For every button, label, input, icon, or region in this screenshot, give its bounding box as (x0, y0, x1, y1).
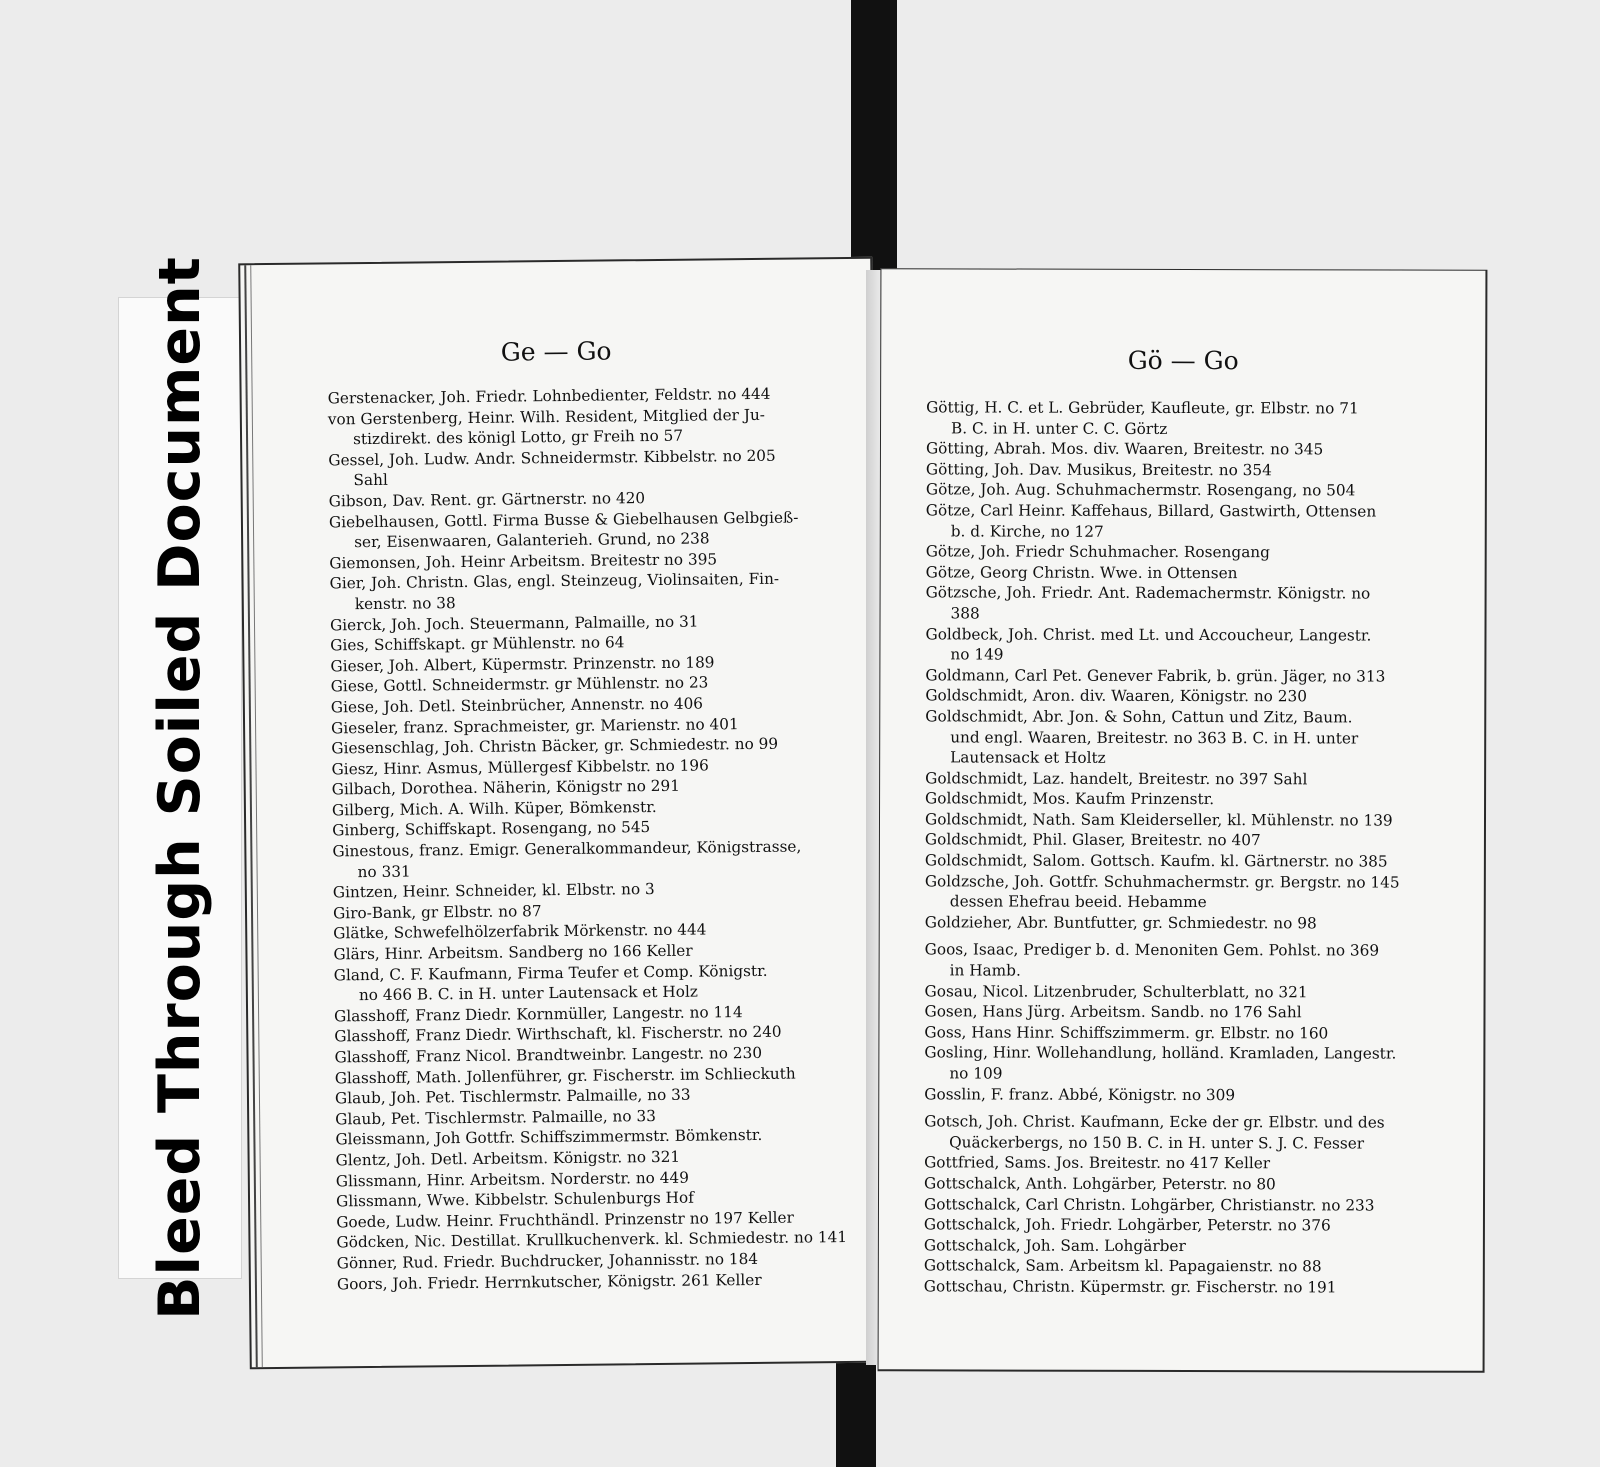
directory-entry: Goldschmidt, Salom. Gottsch. Kaufm. kl. Gärtnerstr. no 385 (924, 851, 1388, 871)
directory-entry: Gottschalck, Joh. Friedr. Lohgärber, Peterstr. no 376 (923, 1215, 1331, 1235)
directory-entry: Gottschalck, Joh. Sam. Lohgärber (923, 1236, 1186, 1255)
left-page (238, 257, 884, 1370)
right-page (878, 268, 1488, 1373)
directory-entry: Götting, Joh. Dav. Musikus, Breitestr. no 354 (925, 460, 1272, 480)
directory-entry: Götting, Abrah. Mos. div. Waaren, Breitestr. no 345 (925, 439, 1324, 459)
document-label-card (118, 256, 242, 1320)
binding-stripe-bottom (836, 1352, 876, 1467)
directory-entry: Gland, C. F. Kaufmann, Firma Teufer et Comp. Königstr. (333, 961, 768, 985)
directory-entry: Glätke, Schwefelhölzerfabrik Mörkenstr. no 444 (333, 920, 707, 943)
directory-entry: von Gerstenberg, Heinr. Wilh. Resident, Mitglied der Ju- (327, 405, 766, 429)
directory-entry: Giemonsen, Joh. Heinr Arbeitsm. Breitestr no 395 (329, 550, 718, 573)
directory-entry: Götzsche, Joh. Friedr. Ant. Rademachermstr. Königstr. no (925, 583, 1371, 603)
directory-entry: Gies, Schiffskapt. gr Mühlenstr. no 64 (330, 633, 625, 655)
directory-entry: Gessel, Joh. Ludw. Andr. Schneidermstr. Kibbelstr. no 205 (328, 446, 776, 470)
entry-continuation: no 149 (950, 645, 1004, 664)
directory-entry: Giesenschlag, Joh. Christn Bäcker, gr. Schmiedestr. no 99 (331, 734, 779, 758)
directory-entry: Götze, Joh. Friedr Schuhmacher. Rosengang (925, 542, 1270, 562)
directory-entry: Gieseler, franz. Sprachmeister, gr. Marienstr. no 401 (331, 714, 739, 737)
directory-entry: Goldmann, Carl Pet. Genever Fabrik, b. grün. Jäger, no 313 (925, 666, 1386, 686)
entry-continuation: Quäckerbergs, no 150 B. C. in H. unter S. J. C. Fesser (949, 1133, 1365, 1153)
directory-entry: Goldschmidt, Phil. Glaser, Breitestr. no 407 (924, 830, 1261, 850)
directory-entry: Glissmann, Wwe. Kibbelstr. Schulenburgs Hof (335, 1188, 694, 1211)
directory-entry: Goors, Joh. Friedr. Herrnkutscher, Königstr. 261 Keller (336, 1270, 762, 1293)
directory-entry: Götze, Georg Christn. Wwe. in Ottensen (925, 563, 1238, 582)
directory-entry: Glasshoff, Franz Nicol. Brandtweinbr. Langestr. no 230 (334, 1043, 763, 1067)
entry-continuation: stizdirekt. des königl Lotto, gr Freih no 57 (352, 426, 684, 449)
directory-entry: Glärs, Hinr. Arbeitsm. Sandberg no 166 Keller (333, 941, 693, 964)
entry-continuation: Sahl (353, 471, 388, 490)
directory-entry: Goldschmidt, Abr. Jon. & Sohn, Cattun und Zitz, Baum. (925, 707, 1353, 727)
directory-entry: Ginberg, Schiffskapt. Rosengang, no 545 (332, 818, 651, 840)
directory-entry: Goos, Isaac, Prediger b. d. Menoniten Gem. Pohlst. no 369 (924, 940, 1380, 960)
directory-entry: Ginestous, franz. Emigr. Generalkommandeur, Königstrasse, (332, 837, 802, 861)
entry-continuation: Lautensack et Holtz (950, 748, 1106, 767)
directory-entry: Glaub, Pet. Tischlermstr. Palmaille, no 33 (335, 1106, 656, 1129)
directory-entry: Gödcken, Nic. Destillat. Krullkuchenverk. kl. Schmiedestr. no 141 (336, 1228, 848, 1252)
directory-entry: Goss, Hans Hinr. Schiffszimmerm. gr. Elbstr. no 160 (924, 1023, 1329, 1043)
entry-continuation: dessen Ehefrau beeid. Hebamme (949, 892, 1207, 912)
directory-entry: Glentz, Joh. Detl. Arbeitsm. Königstr. no 321 (335, 1147, 681, 1170)
directory-entry: Gilberg, Mich. A. Wilh. Küper, Bömkenstr. (331, 797, 657, 820)
directory-entry: Gieser, Joh. Albert, Küpermstr. Prinzenstr. no 189 (330, 653, 715, 676)
directory-entry: Giro-Bank, gr Elbstr. no 87 (332, 902, 542, 923)
entry-continuation: no 466 B. C. in H. unter Lautensack et Holz (358, 982, 698, 1005)
directory-entry: Goldschmidt, Aron. div. Waaren, Königstr. no 230 (925, 686, 1307, 706)
directory-entry: Gönner, Rud. Friedr. Buchdrucker, Johannisstr. no 184 (336, 1249, 759, 1273)
directory-entry: Götze, Carl Heinr. Kaffehaus, Billard, Gastwirth, Ottensen (925, 501, 1377, 521)
directory-entry: Gottschalck, Anth. Lohgärber, Peterstr. no 80 (924, 1174, 1276, 1194)
entry-continuation: ser, Eisenwaaren, Galanterieh. Grund, no 238 (354, 529, 710, 552)
directory-entry: Goldschmidt, Nath. Sam Kleiderseller, kl. Mühlenstr. no 139 (924, 810, 1393, 830)
directory-entry: Giese, Gottl. Schneidermstr. gr Mühlenstr. no 23 (330, 673, 709, 696)
entry-continuation: no 109 (949, 1064, 1003, 1083)
directory-entry: Goldbeck, Joh. Christ. med Lt. und Accoucheur, Langestr. (925, 624, 1372, 645)
directory-entry: Goldzsche, Joh. Gottfr. Schuhmachermstr. gr. Bergstr. no 145 (924, 871, 1400, 892)
entry-continuation: b. d. Kirche, no 127 (950, 521, 1104, 541)
directory-entry: Giese, Joh. Detl. Steinbrücher, Annenstr. no 406 (330, 694, 704, 717)
directory-entry: Glaub, Joh. Pet. Tischlermstr. Palmaille, no 33 (334, 1085, 691, 1108)
directory-entry: Gilbach, Dorothea. Näherin, Königstr no 291 (331, 777, 681, 799)
document-label: Bleed Through Soiled Document (147, 256, 213, 1320)
directory-entry: Giebelhausen, Gottl. Firma Busse & Giebelhausen Gelbgieß- (328, 508, 799, 531)
right-page-entries (879, 397, 1485, 1298)
directory-entry: Glissmann, Hinr. Arbeitsm. Norderstr. no 449 (335, 1168, 689, 1190)
directory-entry: Gintzen, Heinr. Schneider, kl. Elbstr. no 3 (332, 880, 655, 902)
directory-entry: Glasshoff, Franz Diedr. Kornmüller, Langestr. no 114 (334, 1002, 743, 1026)
entry-continuation: B. C. in H. unter C. C. Görtz (951, 418, 1168, 438)
right-page-header: Gö — Go (1127, 345, 1239, 376)
left-page-header: Ge — Go (500, 336, 612, 367)
binding-stripe-top (851, 0, 897, 275)
directory-entry: Goede, Ludw. Heinr. Fruchthändl. Prinzenstr no 197 Keller (336, 1208, 794, 1232)
directory-entry: Gier, Joh. Christn. Glas, engl. Steinzeug, Violinsaiten, Fin- (329, 570, 780, 593)
directory-entry: Gleissmann, Joh Gottfr. Schiffszimmermstr. Bömkenstr. (335, 1126, 763, 1149)
directory-entry: Gosslin, F. franz. Abbé, Königstr. no 309 (924, 1084, 1236, 1104)
directory-entry: Gierck, Joh. Joch. Steuermann, Palmaille, no 31 (329, 612, 699, 634)
directory-entry: Glasshoff, Math. Jollenführer, gr. Fischerstr. im Schlieckuth (334, 1064, 796, 1087)
directory-entry: Giesz, Hinr. Asmus, Müllergesf Kibbelstr. no 196 (331, 756, 709, 779)
directory-entry: Gosen, Hans Jürg. Arbeitsm. Sandb. no 176 Sahl (924, 1002, 1302, 1022)
directory-entry: Gosau, Nicol. Litzenbruder, Schulterblatt, no 321 (924, 981, 1308, 1001)
directory-entry: Gosling, Hinr. Wollehandlung, holländ. Kramladen, Langestr. (924, 1043, 1397, 1063)
entry-continuation: no 331 (357, 862, 411, 881)
directory-entry: Gottschalck, Carl Christn. Lohgärber, Christianstr. no 233 (923, 1194, 1375, 1215)
directory-entry: Gottschalck, Sam. Arbeitsm kl. Papagaienstr. no 88 (923, 1256, 1322, 1276)
directory-entry: Goldschmidt, Mos. Kaufm Prinzenstr. (925, 789, 1215, 809)
entry-continuation: und engl. Waaren, Breitestr. no 363 B. C. in H. unter (950, 727, 1359, 747)
directory-entry: Gibson, Dav. Rent. gr. Gärtnerstr. no 420 (328, 489, 646, 511)
left-page-entries (242, 383, 881, 1296)
directory-entry: Gottschau, Christn. Küpermstr. gr. Fischerstr. no 191 (923, 1277, 1337, 1297)
directory-entry: Goldschmidt, Laz. handelt, Breitestr. no 397 Sahl (925, 769, 1308, 789)
entry-continuation: in Hamb. (949, 961, 1021, 980)
directory-entry: Gerstenacker, Joh. Friedr. Lohnbedienter, Feldstr. no 444 (327, 384, 771, 408)
directory-entry: Gotsch, Joh. Christ. Kaufmann, Ecke der gr. Elbstr. und des (924, 1112, 1385, 1132)
directory-entry: Götze, Joh. Aug. Schuhmachermstr. Rosengang, no 504 (925, 480, 1356, 500)
directory-entry: Goldzieher, Abr. Buntfutter, gr. Schmiedestr. no 98 (924, 913, 1317, 933)
entry-continuation: 388 (950, 604, 980, 623)
directory-entry: Göttig, H. C. et L. Gebrüder, Kaufleute, gr. Elbstr. no 71 (926, 398, 1359, 418)
directory-entry: Gottfried, Sams. Jos. Breitestr. no 417 Keller (924, 1153, 1271, 1173)
entry-continuation: kenstr. no 38 (354, 594, 456, 614)
directory-entry: Glasshoff, Franz Diedr. Wirthschaft, kl. Fischerstr. no 240 (334, 1023, 782, 1046)
